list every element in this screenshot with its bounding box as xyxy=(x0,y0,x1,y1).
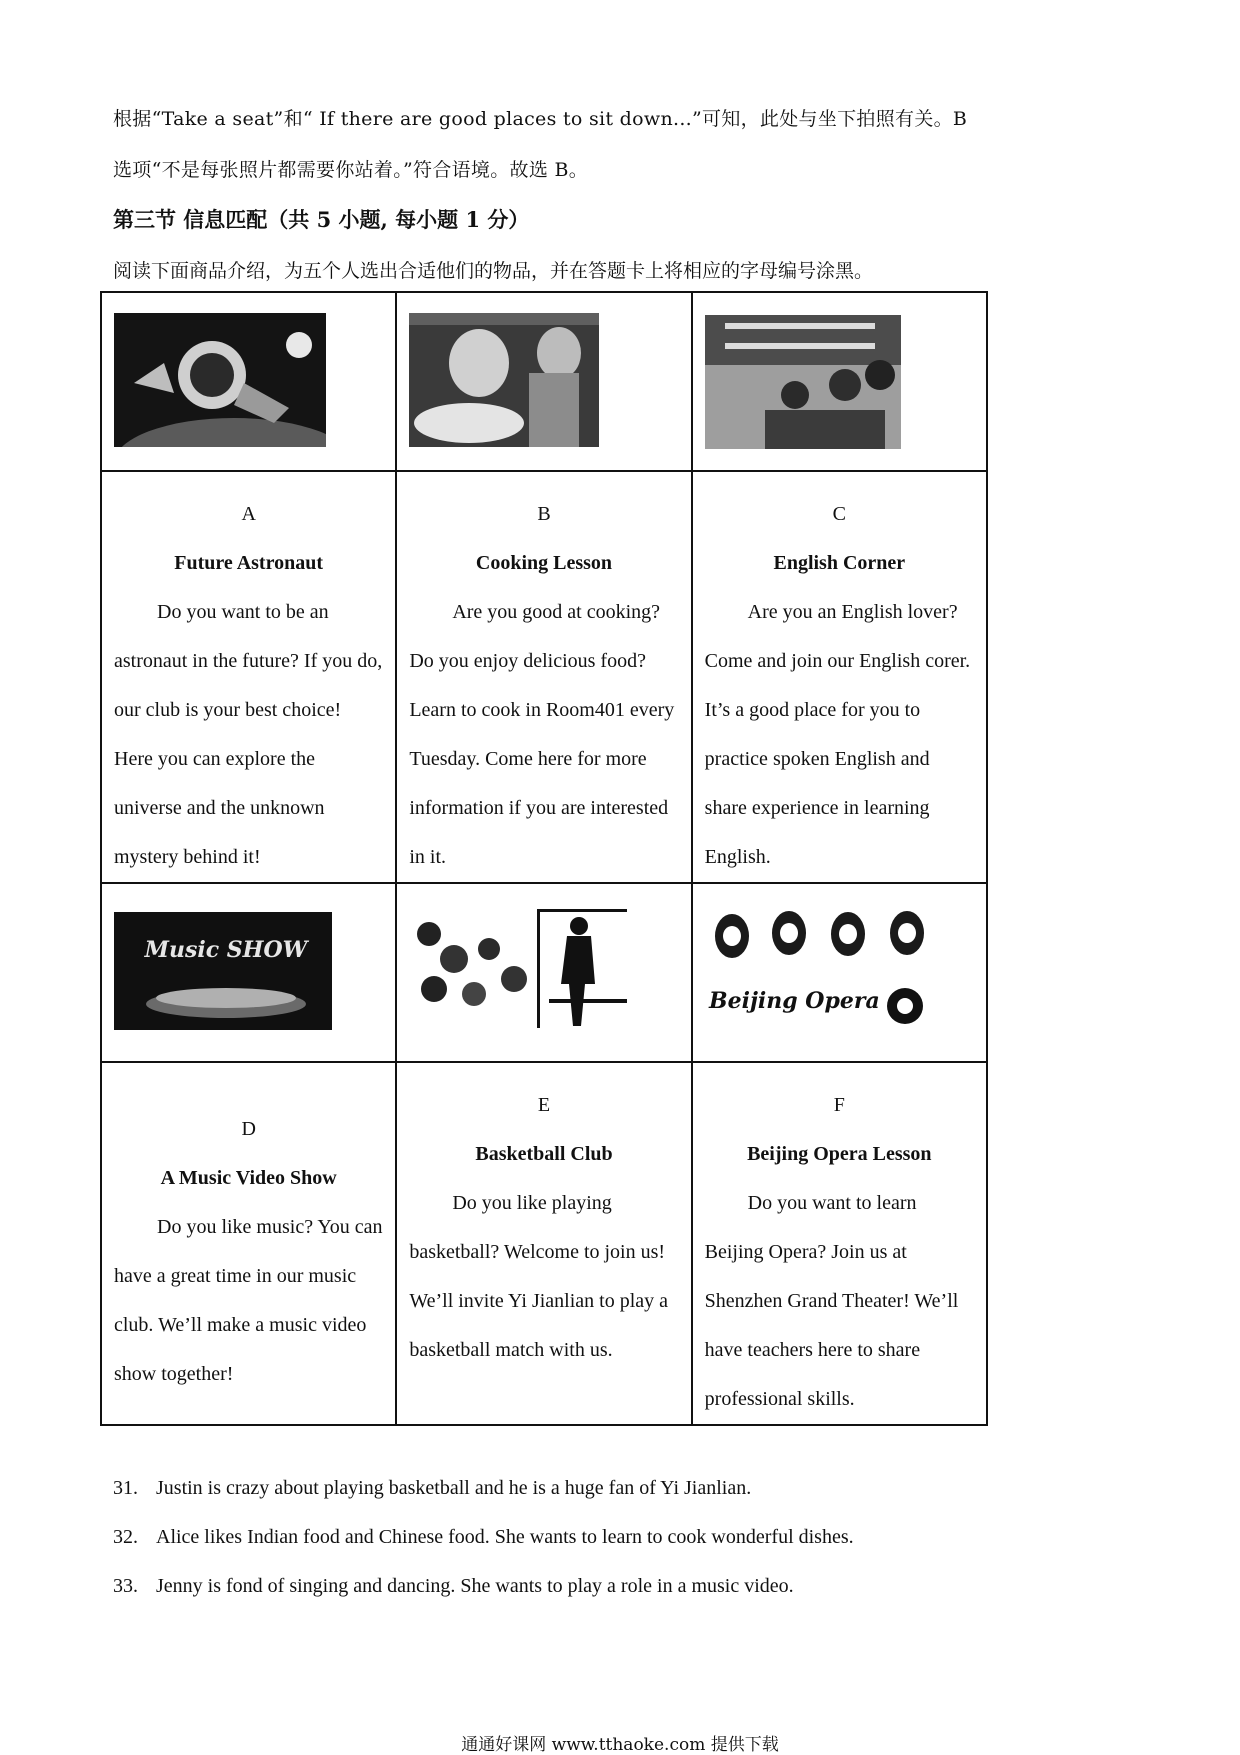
cell-image-d xyxy=(101,883,396,1062)
astronaut-illustration xyxy=(114,313,326,447)
item-f-title: Beijing Opera Lesson xyxy=(747,1143,932,1165)
english-corner-image xyxy=(705,315,901,449)
intro-line-1: 根据“Take a seat”和“ If there are good places to sit down...”可知，此处与坐下拍照有关。B xyxy=(113,108,968,130)
opera-illustration xyxy=(705,908,931,1036)
question-number: 33. xyxy=(113,1575,138,1597)
question-32 xyxy=(113,1526,854,1549)
question-text: Justin is crazy about playing basketball and he is a huge fan of Yi Jianlian. xyxy=(156,1477,752,1499)
item-d-text: Do you like music? You can have a great time in our music club. We’ll make a music video show together! xyxy=(114,1216,383,1385)
item-a-text: Do you want to be an astronaut in the future? If you do, our club is your best choice! Here you can explore the universe and the unknown mystery behind it! xyxy=(114,601,383,868)
image-row-2 xyxy=(101,883,987,1062)
music-show-illustration xyxy=(114,912,332,1030)
item-a-title: Future Astronaut xyxy=(174,552,324,574)
item-b-text: Are you good at cooking? Do you enjoy delicious food? Learn to cook in Room401 every Tuesday. Come here for more information if you are interested in it. xyxy=(409,601,675,868)
item-b-letter: B xyxy=(537,503,551,525)
opera-caption: Beijing Opera xyxy=(708,988,880,1014)
basketball-illustration xyxy=(409,904,627,1028)
cell-item-a xyxy=(101,471,396,883)
basketball-image xyxy=(409,904,627,1028)
section-instruction: 阅读下面商品介绍，为五个人选出合适他们的物品，并在答题卡上将相应的字母编号涂黑。 xyxy=(113,260,874,282)
cell-item-f xyxy=(692,1062,987,1425)
section-title: 第三节 信息匹配（共 5 小题, 每小题 1 分） xyxy=(113,207,530,232)
item-d-letter: D xyxy=(241,1118,256,1140)
item-f-letter: F xyxy=(833,1094,845,1116)
item-c-title: English Corner xyxy=(773,552,906,574)
cooking-illustration xyxy=(409,313,599,447)
question-text: Jenny is fond of singing and dancing. She wants to play a role in a music video. xyxy=(156,1575,794,1597)
cell-image-b xyxy=(396,292,691,471)
music-show-image xyxy=(114,912,332,1030)
item-e-text: Do you like playing basketball? Welcome to join us! We’ll invite Yi Jianlian to play a basketball match with us. xyxy=(409,1192,669,1361)
astronaut-image xyxy=(114,313,326,447)
item-e-title: Basketball Club xyxy=(475,1143,613,1165)
cell-image-a xyxy=(101,292,396,471)
question-number: 31. xyxy=(113,1477,138,1499)
item-a-letter: A xyxy=(241,503,256,525)
item-c-text: Are you an English lover? Come and join our English corer. It’s a good place for you to practice spoken English and share experience in learning English. xyxy=(704,601,971,868)
cell-image-c xyxy=(692,292,987,471)
question-number: 32. xyxy=(113,1526,138,1548)
music-logo-text: Music SHOW xyxy=(144,937,308,963)
question-33 xyxy=(113,1575,794,1598)
cell-image-e xyxy=(396,883,691,1062)
opera-image xyxy=(705,908,931,1036)
page-footer: 通通好课网 www.tthaoke.com 提供下载 xyxy=(461,1735,779,1755)
item-f-text: Do you want to learn Beijing Opera? Join us at Shenzhen Grand Theater! We’ll have teachers here to share professional skills. xyxy=(704,1192,959,1410)
item-d-title: A Music Video Show xyxy=(160,1167,337,1189)
text-row-2 xyxy=(101,1062,987,1425)
image-row-1 xyxy=(101,292,987,471)
text-row-1 xyxy=(101,471,987,883)
item-b-title: Cooking Lesson xyxy=(475,552,613,574)
question-31 xyxy=(113,1477,751,1500)
cooking-image xyxy=(409,313,599,447)
english-corner-illustration xyxy=(705,315,901,449)
item-e-letter: E xyxy=(537,1094,551,1116)
item-c-letter: C xyxy=(832,503,846,525)
cell-image-f xyxy=(692,883,987,1062)
question-text: Alice likes Indian food and Chinese food. She wants to learn to cook wonderful dishes. xyxy=(156,1526,854,1548)
matching-table xyxy=(100,291,988,1426)
cell-item-b xyxy=(396,471,691,883)
cell-item-d xyxy=(101,1062,396,1425)
intro-line-2: 选项“不是每张照片都需要你站着。”符合语境。故选 B。 xyxy=(113,159,589,181)
cell-item-e xyxy=(396,1062,691,1425)
cell-item-c xyxy=(692,471,987,883)
